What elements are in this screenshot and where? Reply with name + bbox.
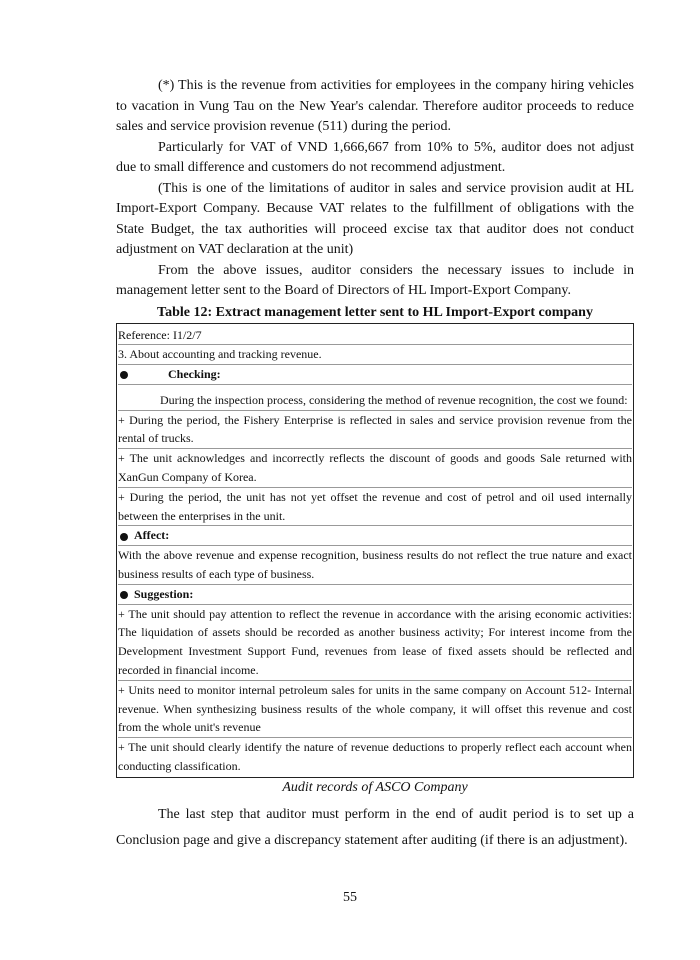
paragraph-vat: Particularly for VAT of VND 1,666,667 from 10% to 5%, auditor does not adjust due to small difference and customers do not recommend adjustment. bbox=[116, 139, 634, 175]
reference-text: Reference: I1/2/7 bbox=[118, 327, 202, 342]
suggestion-item-row bbox=[118, 680, 632, 737]
affect-heading: Affect: bbox=[134, 528, 170, 543]
suggestion-item-row bbox=[118, 604, 632, 680]
suggestion-item: + The unit should pay attention to reflect the revenue in accordance with the arising economic activities: The liquidation of assets should be recorded as another business activity; For interest income from the Development Investment Support Fund, revenues from lease of fixed assets should be reflected and recorded in financial income. bbox=[118, 606, 632, 678]
section-row bbox=[118, 344, 632, 364]
checking-item: + The unit acknowledges and incorrectly reflects the discount of goods and goods Sale returned with XanGun Company of Korea. bbox=[118, 451, 632, 485]
affect-text: With the above revenue and expense recognition, business results do not reflect the true nature and exact business results of each type of business. bbox=[118, 548, 632, 582]
bullet-icon bbox=[120, 591, 128, 599]
paragraph-conclusion: The last step that auditor must perform in the end of audit period is to set up a Conclusion page and give a discrepancy statement after auditing (if there is an adjustment). bbox=[116, 806, 634, 848]
suggestion-head-row bbox=[118, 584, 632, 604]
page-number: 55 bbox=[343, 890, 357, 905]
bullet-icon bbox=[120, 533, 128, 541]
checking-intro: During the inspection process, considering the method of revenue recognition, the cost we found: bbox=[160, 392, 628, 407]
checking-body-row bbox=[118, 384, 632, 410]
affect-head-row bbox=[118, 525, 632, 545]
section-text: 3. About accounting and tracking revenue. bbox=[118, 347, 322, 362]
checking-item: + During the period, the unit has not yet offset the revenue and cost of petrol and oil used internally between the enterprises in the unit. bbox=[118, 489, 632, 523]
paragraph-vehicle-revenue: (*) This is the revenue from activities for employees in the company hiring vehicles to vacation in Vung Tau on the New Year's calendar. Therefore auditor proceeds to reduce sales and service provision revenue (511) during the period. bbox=[116, 78, 634, 134]
checking-item-row bbox=[118, 448, 632, 487]
reference-row bbox=[118, 326, 632, 345]
suggestion-heading: Suggestion: bbox=[134, 586, 194, 601]
table-title: Table 12: Extract management letter sent to HL Import-Export company bbox=[157, 304, 593, 320]
bullet-icon bbox=[120, 371, 128, 379]
table-caption: Audit records of ASCO Company bbox=[282, 779, 468, 795]
suggestion-item: + Units need to monitor internal petroleum sales for units in the same company on Account 512- Internal revenue. When synthesizing business results of the whole company, it will offset this revenue and cost from the whole unit's revenue bbox=[118, 682, 632, 735]
management-letter-box bbox=[116, 323, 634, 778]
affect-body-row bbox=[118, 545, 632, 584]
checking-head-row bbox=[118, 364, 632, 384]
suggestion-item: + The unit should clearly identify the nature of revenue deductions to properly reflect each account when conducting classification. bbox=[118, 740, 632, 774]
paragraph-management-letter: From the above issues, auditor considers the necessary issues to include in management letter sent to the Board of Directors of HL Import-Export Company. bbox=[116, 262, 634, 298]
checking-item: + During the period, the Fishery Enterprise is reflected in sales and service provision revenue from the rental of trucks. bbox=[118, 412, 632, 446]
paragraph-limitations: (This is one of the limitations of auditor in sales and service provision audit at HL Import-Export Company. Because VAT relates to the fulfillment of obligations with the State Budget, the tax authorities will proceed excise tax that auditor does not conduct adjustment on VAT declaration at the unit) bbox=[116, 180, 634, 257]
checking-item-row bbox=[118, 487, 632, 526]
document-page bbox=[116, 76, 634, 854]
suggestion-item-row bbox=[118, 737, 632, 776]
checking-item-row bbox=[118, 410, 632, 449]
checking-heading: Checking: bbox=[168, 367, 221, 382]
